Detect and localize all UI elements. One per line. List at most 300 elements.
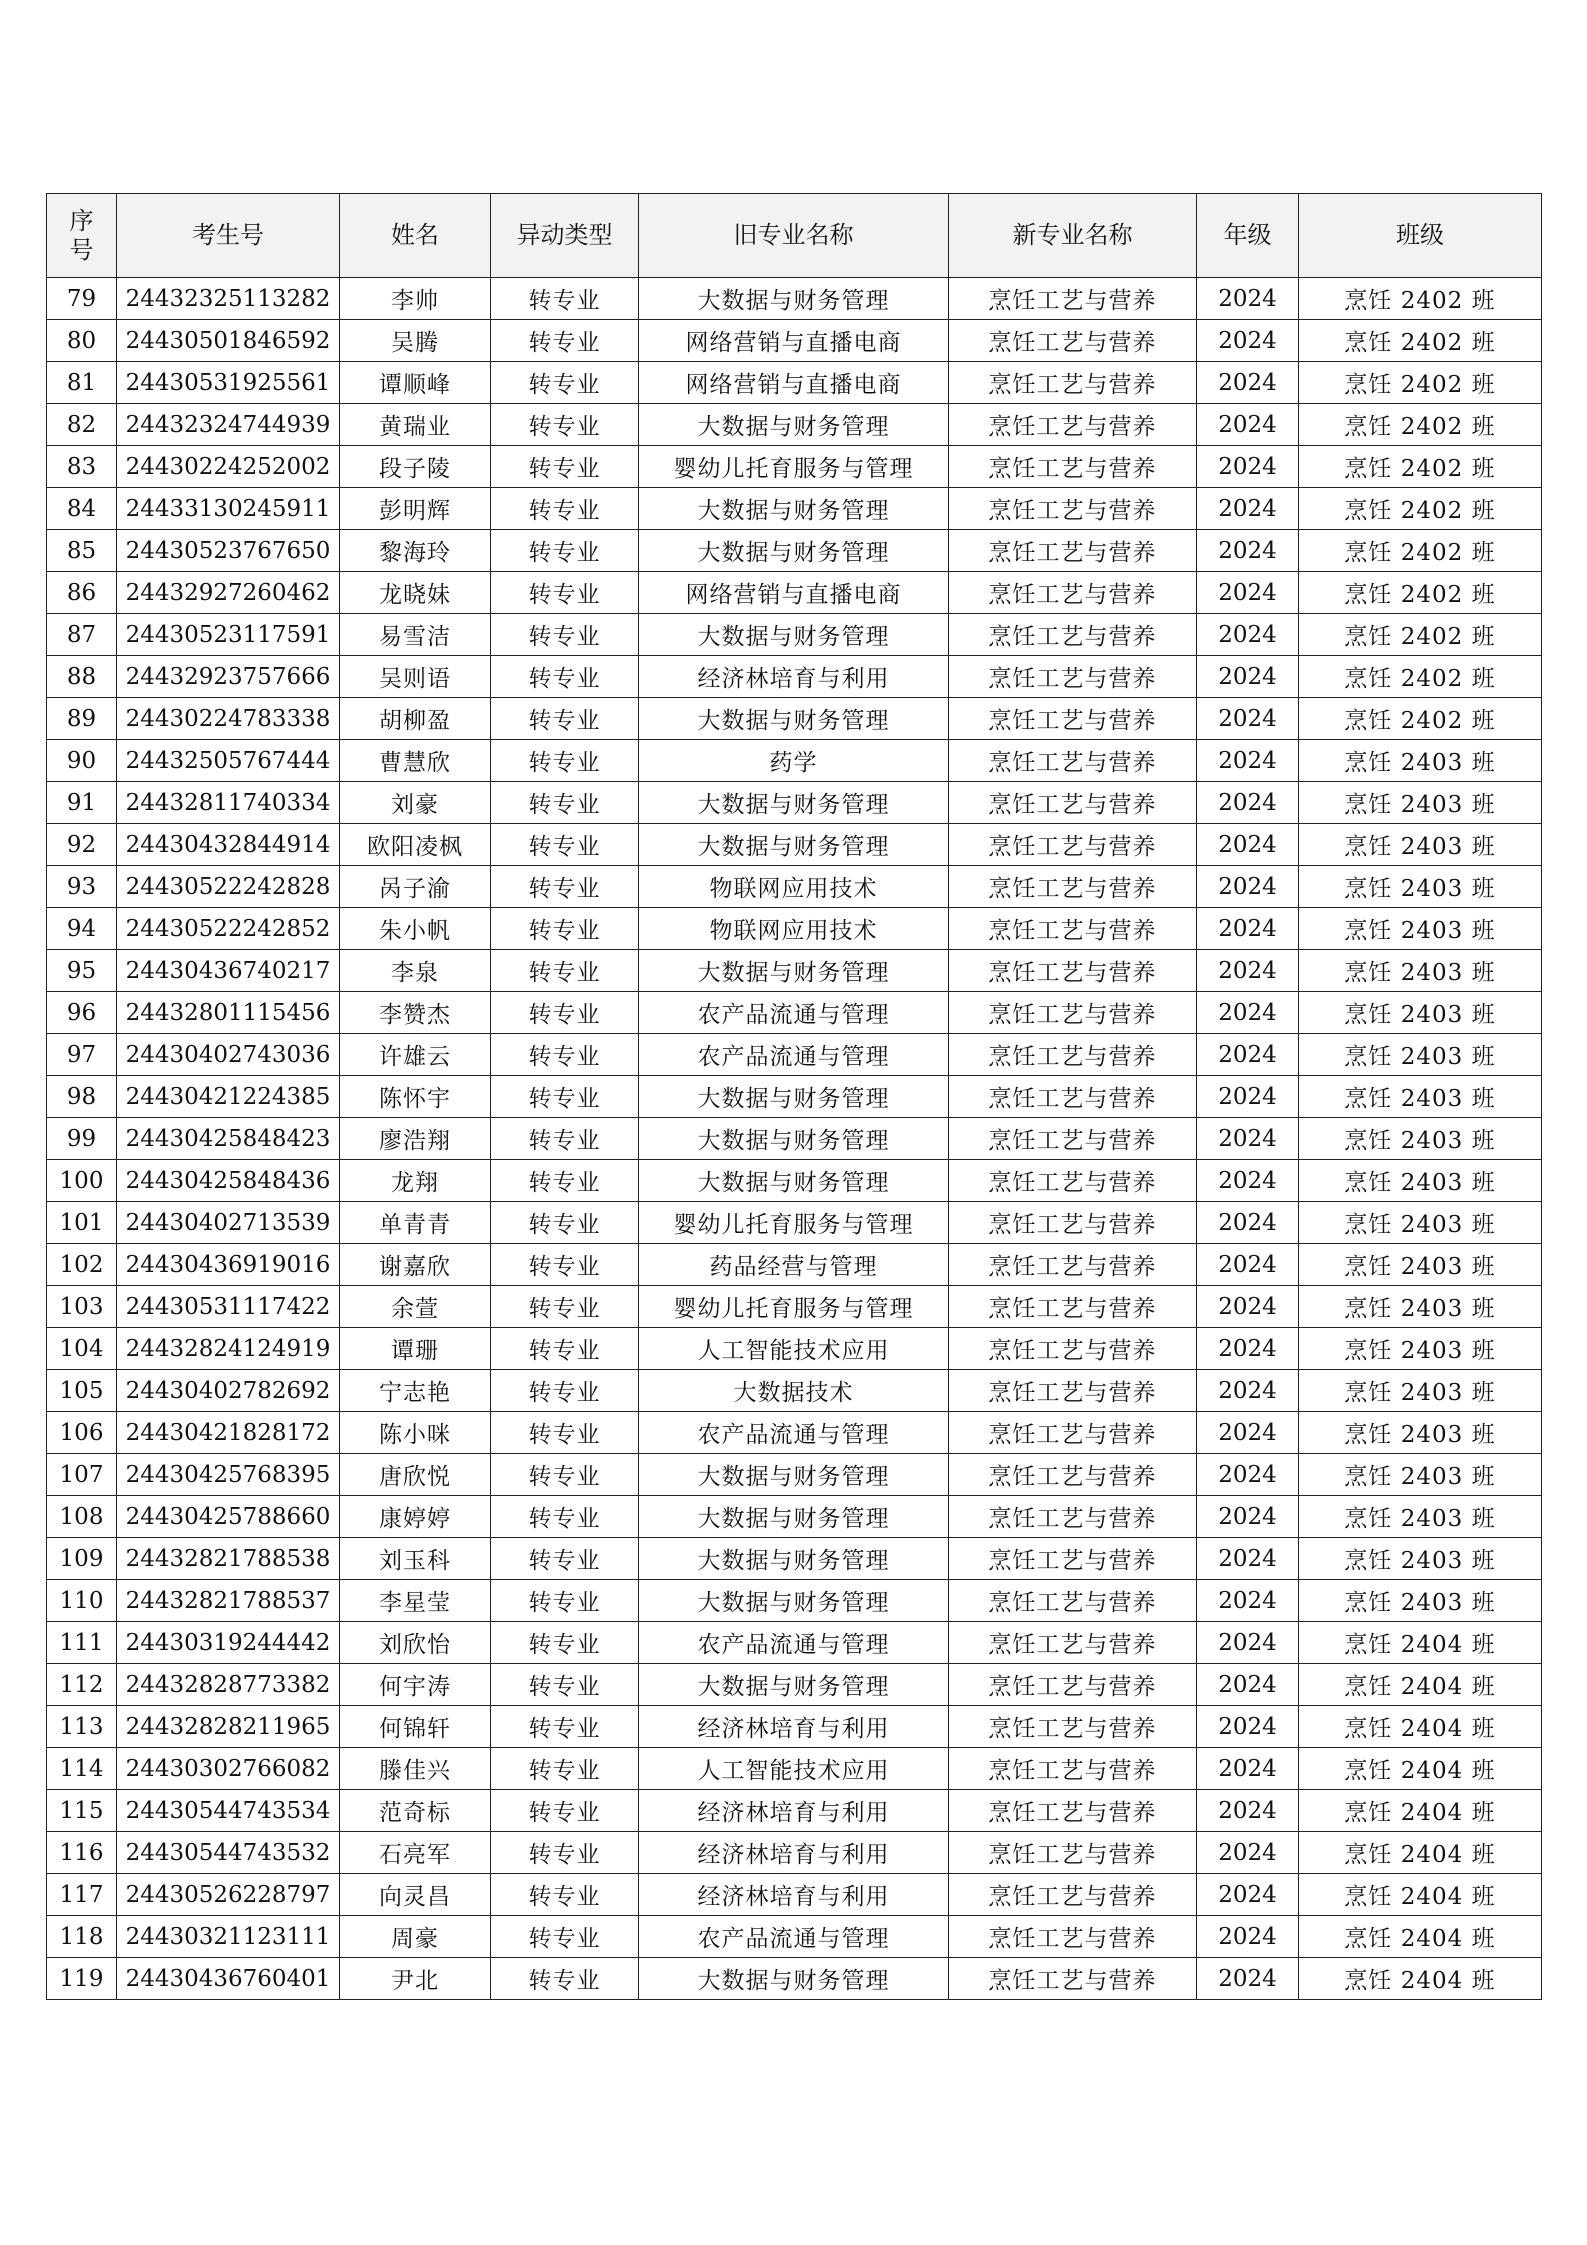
table-row [47, 866, 1542, 908]
table-row [47, 992, 1542, 1034]
cell-class: 烹饪 2402 班 [1299, 698, 1542, 740]
table-row [47, 614, 1542, 656]
cell-grade: 2024 [1197, 530, 1299, 572]
cell-grade: 2024 [1197, 488, 1299, 530]
cell-class: 烹饪 2402 班 [1299, 320, 1542, 362]
cell-change-type: 转专业 [491, 572, 639, 614]
cell-name: 欧阳凌枫 [340, 824, 491, 866]
cell-class: 烹饪 2404 班 [1299, 1748, 1542, 1790]
table-row [47, 824, 1542, 866]
table-row [47, 1706, 1542, 1748]
cell-new-major: 烹饪工艺与营养 [949, 1538, 1197, 1580]
cell-name: 吴腾 [340, 320, 491, 362]
cell-class: 烹饪 2403 班 [1299, 740, 1542, 782]
cell-name: 谭珊 [340, 1328, 491, 1370]
cell-name: 易雪洁 [340, 614, 491, 656]
cell-exam-number: 24430425788660 [117, 1496, 340, 1538]
cell-new-major: 烹饪工艺与营养 [949, 1370, 1197, 1412]
header-change-type: 异动类型 [491, 194, 639, 278]
cell-grade: 2024 [1197, 1748, 1299, 1790]
cell-name: 何锦轩 [340, 1706, 491, 1748]
table-row [47, 1832, 1542, 1874]
cell-name: 廖浩翔 [340, 1118, 491, 1160]
table-row [47, 362, 1542, 404]
table-row [47, 1580, 1542, 1622]
cell-grade: 2024 [1197, 1118, 1299, 1160]
cell-exam-number: 24433130245911 [117, 488, 340, 530]
cell-new-major: 烹饪工艺与营养 [949, 1958, 1197, 2000]
cell-exam-number: 24432801115456 [117, 992, 340, 1034]
cell-new-major: 烹饪工艺与营养 [949, 782, 1197, 824]
cell-change-type: 转专业 [491, 1076, 639, 1118]
cell-change-type: 转专业 [491, 740, 639, 782]
cell-index: 96 [47, 992, 117, 1034]
cell-index: 108 [47, 1496, 117, 1538]
cell-name: 刘豪 [340, 782, 491, 824]
table-row [47, 1034, 1542, 1076]
cell-exam-number: 24432824124919 [117, 1328, 340, 1370]
cell-old-major: 大数据与财务管理 [639, 698, 949, 740]
cell-name: 滕佳兴 [340, 1748, 491, 1790]
cell-change-type: 转专业 [491, 1160, 639, 1202]
cell-exam-number: 24430531925561 [117, 362, 340, 404]
table-row [47, 1160, 1542, 1202]
cell-grade: 2024 [1197, 824, 1299, 866]
cell-exam-number: 24430436919016 [117, 1244, 340, 1286]
cell-change-type: 转专业 [491, 1202, 639, 1244]
cell-index: 84 [47, 488, 117, 530]
cell-exam-number: 24430224783338 [117, 698, 340, 740]
cell-grade: 2024 [1197, 1496, 1299, 1538]
cell-index: 107 [47, 1454, 117, 1496]
cell-old-major: 大数据与财务管理 [639, 530, 949, 572]
table-row [47, 1244, 1542, 1286]
cell-change-type: 转专业 [491, 866, 639, 908]
cell-name: 李泉 [340, 950, 491, 992]
cell-change-type: 转专业 [491, 1958, 639, 2000]
cell-grade: 2024 [1197, 908, 1299, 950]
cell-class: 烹饪 2402 班 [1299, 488, 1542, 530]
cell-index: 99 [47, 1118, 117, 1160]
table-row [47, 446, 1542, 488]
cell-change-type: 转专业 [491, 1832, 639, 1874]
cell-grade: 2024 [1197, 362, 1299, 404]
cell-exam-number: 24430402713539 [117, 1202, 340, 1244]
cell-change-type: 转专业 [491, 1664, 639, 1706]
cell-old-major: 经济林培育与利用 [639, 1874, 949, 1916]
cell-index: 100 [47, 1160, 117, 1202]
cell-exam-number: 24430523767650 [117, 530, 340, 572]
cell-new-major: 烹饪工艺与营养 [949, 278, 1197, 320]
cell-grade: 2024 [1197, 1958, 1299, 2000]
cell-name: 康婷婷 [340, 1496, 491, 1538]
cell-old-major: 大数据与财务管理 [639, 782, 949, 824]
cell-old-major: 农产品流通与管理 [639, 1412, 949, 1454]
cell-grade: 2024 [1197, 950, 1299, 992]
cell-new-major: 烹饪工艺与营养 [949, 1580, 1197, 1622]
cell-change-type: 转专业 [491, 1706, 639, 1748]
cell-class: 烹饪 2402 班 [1299, 656, 1542, 698]
cell-class: 烹饪 2402 班 [1299, 446, 1542, 488]
cell-grade: 2024 [1197, 1286, 1299, 1328]
cell-old-major: 大数据与财务管理 [639, 614, 949, 656]
cell-new-major: 烹饪工艺与营养 [949, 362, 1197, 404]
table-row [47, 1790, 1542, 1832]
cell-class: 烹饪 2402 班 [1299, 278, 1542, 320]
table-row [47, 1412, 1542, 1454]
cell-class: 烹饪 2404 班 [1299, 1832, 1542, 1874]
cell-exam-number: 24430526228797 [117, 1874, 340, 1916]
cell-name: 刘欣怡 [340, 1622, 491, 1664]
cell-grade: 2024 [1197, 1034, 1299, 1076]
cell-index: 87 [47, 614, 117, 656]
cell-index: 85 [47, 530, 117, 572]
cell-grade: 2024 [1197, 1244, 1299, 1286]
table-row [47, 1622, 1542, 1664]
cell-exam-number: 24432923757666 [117, 656, 340, 698]
cell-new-major: 烹饪工艺与营养 [949, 1118, 1197, 1160]
cell-index: 117 [47, 1874, 117, 1916]
cell-new-major: 烹饪工艺与营养 [949, 1706, 1197, 1748]
cell-change-type: 转专业 [491, 1328, 639, 1370]
cell-index: 83 [47, 446, 117, 488]
cell-name: 吴则语 [340, 656, 491, 698]
cell-change-type: 转专业 [491, 698, 639, 740]
cell-change-type: 转专业 [491, 1454, 639, 1496]
cell-class: 烹饪 2402 班 [1299, 572, 1542, 614]
cell-exam-number: 24430501846592 [117, 320, 340, 362]
table-row [47, 1202, 1542, 1244]
cell-new-major: 烹饪工艺与营养 [949, 656, 1197, 698]
cell-exam-number: 24432811740334 [117, 782, 340, 824]
table-row [47, 908, 1542, 950]
cell-new-major: 烹饪工艺与营养 [949, 1790, 1197, 1832]
cell-grade: 2024 [1197, 1874, 1299, 1916]
cell-old-major: 人工智能技术应用 [639, 1748, 949, 1790]
cell-old-major: 农产品流通与管理 [639, 1916, 949, 1958]
cell-name: 尹北 [340, 1958, 491, 2000]
cell-grade: 2024 [1197, 866, 1299, 908]
header-index: 序 号 [47, 194, 117, 278]
cell-change-type: 转专业 [491, 1622, 639, 1664]
cell-grade: 2024 [1197, 1580, 1299, 1622]
cell-new-major: 烹饪工艺与营养 [949, 1874, 1197, 1916]
cell-grade: 2024 [1197, 278, 1299, 320]
cell-index: 97 [47, 1034, 117, 1076]
cell-new-major: 烹饪工艺与营养 [949, 1034, 1197, 1076]
cell-new-major: 烹饪工艺与营养 [949, 446, 1197, 488]
cell-exam-number: 24430321123111 [117, 1916, 340, 1958]
cell-old-major: 大数据与财务管理 [639, 1958, 949, 2000]
cell-class: 烹饪 2402 班 [1299, 530, 1542, 572]
cell-exam-number: 24430436740217 [117, 950, 340, 992]
cell-index: 115 [47, 1790, 117, 1832]
cell-name: 谢嘉欣 [340, 1244, 491, 1286]
cell-old-major: 物联网应用技术 [639, 908, 949, 950]
cell-name: 余萱 [340, 1286, 491, 1328]
cell-exam-number: 24432821788537 [117, 1580, 340, 1622]
cell-grade: 2024 [1197, 656, 1299, 698]
cell-index: 89 [47, 698, 117, 740]
cell-new-major: 烹饪工艺与营养 [949, 1412, 1197, 1454]
cell-exam-number: 24430523117591 [117, 614, 340, 656]
cell-old-major: 药品经营与管理 [639, 1244, 949, 1286]
cell-old-major: 婴幼儿托育服务与管理 [639, 1286, 949, 1328]
cell-class: 烹饪 2403 班 [1299, 1244, 1542, 1286]
cell-grade: 2024 [1197, 1412, 1299, 1454]
cell-class: 烹饪 2404 班 [1299, 1958, 1542, 2000]
cell-exam-number: 24432828773382 [117, 1664, 340, 1706]
cell-class: 烹饪 2403 班 [1299, 1538, 1542, 1580]
cell-class: 烹饪 2403 班 [1299, 1286, 1542, 1328]
cell-exam-number: 24430432844914 [117, 824, 340, 866]
cell-exam-number: 24430319244442 [117, 1622, 340, 1664]
cell-grade: 2024 [1197, 1790, 1299, 1832]
cell-new-major: 烹饪工艺与营养 [949, 488, 1197, 530]
cell-name: 陈小咪 [340, 1412, 491, 1454]
cell-new-major: 烹饪工艺与营养 [949, 1748, 1197, 1790]
cell-grade: 2024 [1197, 1202, 1299, 1244]
cell-index: 90 [47, 740, 117, 782]
cell-new-major: 烹饪工艺与营养 [949, 530, 1197, 572]
cell-change-type: 转专业 [491, 404, 639, 446]
cell-change-type: 转专业 [491, 614, 639, 656]
cell-class: 烹饪 2403 班 [1299, 1118, 1542, 1160]
cell-new-major: 烹饪工艺与营养 [949, 1622, 1197, 1664]
cell-new-major: 烹饪工艺与营养 [949, 698, 1197, 740]
table-row [47, 1370, 1542, 1412]
cell-old-major: 经济林培育与利用 [639, 1832, 949, 1874]
cell-grade: 2024 [1197, 1454, 1299, 1496]
cell-change-type: 转专业 [491, 1580, 639, 1622]
cell-grade: 2024 [1197, 572, 1299, 614]
cell-old-major: 大数据与财务管理 [639, 1580, 949, 1622]
cell-change-type: 转专业 [491, 1370, 639, 1412]
cell-name: 黎海玲 [340, 530, 491, 572]
cell-index: 79 [47, 278, 117, 320]
cell-index: 95 [47, 950, 117, 992]
cell-change-type: 转专业 [491, 488, 639, 530]
cell-exam-number: 24432821788538 [117, 1538, 340, 1580]
cell-index: 81 [47, 362, 117, 404]
cell-class: 烹饪 2403 班 [1299, 1580, 1542, 1622]
cell-name: 陈怀宇 [340, 1076, 491, 1118]
cell-change-type: 转专业 [491, 824, 639, 866]
cell-old-major: 农产品流通与管理 [639, 1622, 949, 1664]
table-row [47, 698, 1542, 740]
cell-index: 118 [47, 1916, 117, 1958]
cell-class: 烹饪 2404 班 [1299, 1916, 1542, 1958]
cell-class: 烹饪 2404 班 [1299, 1706, 1542, 1748]
cell-class: 烹饪 2403 班 [1299, 1076, 1542, 1118]
cell-change-type: 转专业 [491, 320, 639, 362]
cell-grade: 2024 [1197, 992, 1299, 1034]
cell-exam-number: 24430421828172 [117, 1412, 340, 1454]
cell-index: 113 [47, 1706, 117, 1748]
cell-grade: 2024 [1197, 614, 1299, 656]
table-row [47, 404, 1542, 446]
cell-index: 91 [47, 782, 117, 824]
header-row [47, 194, 1542, 278]
cell-new-major: 烹饪工艺与营养 [949, 572, 1197, 614]
cell-index: 80 [47, 320, 117, 362]
cell-name: 范奇标 [340, 1790, 491, 1832]
cell-class: 烹饪 2403 班 [1299, 992, 1542, 1034]
cell-change-type: 转专业 [491, 1244, 639, 1286]
cell-old-major: 大数据与财务管理 [639, 1454, 949, 1496]
cell-change-type: 转专业 [491, 1412, 639, 1454]
cell-name: 李帅 [340, 278, 491, 320]
cell-new-major: 烹饪工艺与营养 [949, 1286, 1197, 1328]
cell-old-major: 经济林培育与利用 [639, 1706, 949, 1748]
cell-name: 单青青 [340, 1202, 491, 1244]
table-row [47, 530, 1542, 572]
cell-class: 烹饪 2403 班 [1299, 824, 1542, 866]
cell-class: 烹饪 2403 班 [1299, 908, 1542, 950]
cell-change-type: 转专业 [491, 1286, 639, 1328]
cell-class: 烹饪 2403 班 [1299, 1202, 1542, 1244]
cell-new-major: 烹饪工艺与营养 [949, 950, 1197, 992]
table-row [47, 1538, 1542, 1580]
cell-old-major: 大数据与财务管理 [639, 1118, 949, 1160]
cell-index: 110 [47, 1580, 117, 1622]
cell-exam-number: 24430425848436 [117, 1160, 340, 1202]
cell-name: 朱小帆 [340, 908, 491, 950]
cell-name: 李星莹 [340, 1580, 491, 1622]
cell-old-major: 网络营销与直播电商 [639, 362, 949, 404]
cell-index: 109 [47, 1538, 117, 1580]
header-old-major: 旧专业名称 [639, 194, 949, 278]
cell-class: 烹饪 2403 班 [1299, 1034, 1542, 1076]
cell-index: 101 [47, 1202, 117, 1244]
cell-old-major: 大数据与财务管理 [639, 1496, 949, 1538]
table-row [47, 488, 1542, 530]
cell-exam-number: 24430544743532 [117, 1832, 340, 1874]
cell-exam-number: 24430224252002 [117, 446, 340, 488]
cell-class: 烹饪 2403 班 [1299, 1328, 1542, 1370]
cell-old-major: 婴幼儿托育服务与管理 [639, 446, 949, 488]
cell-new-major: 烹饪工艺与营养 [949, 866, 1197, 908]
cell-class: 烹饪 2403 班 [1299, 1412, 1542, 1454]
cell-index: 105 [47, 1370, 117, 1412]
cell-name: 宁志艳 [340, 1370, 491, 1412]
cell-old-major: 经济林培育与利用 [639, 656, 949, 698]
table-header [47, 194, 1542, 278]
header-exam-number: 考生号 [117, 194, 340, 278]
cell-old-major: 大数据与财务管理 [639, 1538, 949, 1580]
cell-change-type: 转专业 [491, 1790, 639, 1832]
cell-name: 石亮军 [340, 1832, 491, 1874]
cell-name: 刘玉科 [340, 1538, 491, 1580]
cell-exam-number: 24430302766082 [117, 1748, 340, 1790]
cell-index: 93 [47, 866, 117, 908]
cell-new-major: 烹饪工艺与营养 [949, 1454, 1197, 1496]
cell-new-major: 烹饪工艺与营养 [949, 1328, 1197, 1370]
cell-grade: 2024 [1197, 320, 1299, 362]
cell-change-type: 转专业 [491, 278, 639, 320]
cell-exam-number: 24430425768395 [117, 1454, 340, 1496]
cell-class: 烹饪 2404 班 [1299, 1790, 1542, 1832]
cell-new-major: 烹饪工艺与营养 [949, 824, 1197, 866]
cell-name: 谭顺峰 [340, 362, 491, 404]
table-row [47, 1958, 1542, 2000]
cell-old-major: 大数据与财务管理 [639, 488, 949, 530]
table-row [47, 1328, 1542, 1370]
cell-change-type: 转专业 [491, 1538, 639, 1580]
cell-name: 李赞杰 [340, 992, 491, 1034]
cell-old-major: 物联网应用技术 [639, 866, 949, 908]
table-row [47, 782, 1542, 824]
cell-index: 82 [47, 404, 117, 446]
student-transfer-table [46, 193, 1542, 2000]
cell-grade: 2024 [1197, 1706, 1299, 1748]
cell-exam-number: 24430402743036 [117, 1034, 340, 1076]
cell-class: 烹饪 2402 班 [1299, 614, 1542, 656]
cell-name: 龙晓妹 [340, 572, 491, 614]
table-row [47, 740, 1542, 782]
cell-old-major: 大数据与财务管理 [639, 1664, 949, 1706]
table-row [47, 320, 1542, 362]
cell-exam-number: 24430425848423 [117, 1118, 340, 1160]
cell-old-major: 农产品流通与管理 [639, 992, 949, 1034]
cell-name: 黄瑞业 [340, 404, 491, 446]
header-new-major: 新专业名称 [949, 194, 1197, 278]
table-row [47, 1286, 1542, 1328]
header-name: 姓名 [340, 194, 491, 278]
cell-grade: 2024 [1197, 1622, 1299, 1664]
cell-new-major: 烹饪工艺与营养 [949, 1160, 1197, 1202]
table-row [47, 656, 1542, 698]
cell-name: 呙子渝 [340, 866, 491, 908]
cell-grade: 2024 [1197, 404, 1299, 446]
cell-name: 彭明辉 [340, 488, 491, 530]
cell-new-major: 烹饪工艺与营养 [949, 908, 1197, 950]
cell-grade: 2024 [1197, 1160, 1299, 1202]
cell-exam-number: 24432828211965 [117, 1706, 340, 1748]
cell-new-major: 烹饪工艺与营养 [949, 614, 1197, 656]
cell-old-major: 大数据与财务管理 [639, 404, 949, 446]
cell-class: 烹饪 2403 班 [1299, 950, 1542, 992]
cell-index: 103 [47, 1286, 117, 1328]
cell-grade: 2024 [1197, 1832, 1299, 1874]
cell-new-major: 烹饪工艺与营养 [949, 740, 1197, 782]
cell-change-type: 转专业 [491, 992, 639, 1034]
cell-index: 111 [47, 1622, 117, 1664]
cell-change-type: 转专业 [491, 1034, 639, 1076]
cell-old-major: 大数据与财务管理 [639, 1160, 949, 1202]
cell-grade: 2024 [1197, 1370, 1299, 1412]
cell-index: 112 [47, 1664, 117, 1706]
cell-grade: 2024 [1197, 1916, 1299, 1958]
table-row [47, 572, 1542, 614]
cell-grade: 2024 [1197, 1076, 1299, 1118]
cell-old-major: 婴幼儿托育服务与管理 [639, 1202, 949, 1244]
cell-grade: 2024 [1197, 446, 1299, 488]
cell-index: 88 [47, 656, 117, 698]
cell-exam-number: 24432324744939 [117, 404, 340, 446]
cell-old-major: 大数据与财务管理 [639, 1076, 949, 1118]
cell-change-type: 转专业 [491, 362, 639, 404]
cell-old-major: 大数据技术 [639, 1370, 949, 1412]
cell-class: 烹饪 2402 班 [1299, 404, 1542, 446]
table-row [47, 1874, 1542, 1916]
cell-exam-number: 24430531117422 [117, 1286, 340, 1328]
table-body [47, 278, 1542, 2000]
table-row [47, 1496, 1542, 1538]
table-row [47, 1454, 1542, 1496]
cell-index: 116 [47, 1832, 117, 1874]
cell-name: 周豪 [340, 1916, 491, 1958]
